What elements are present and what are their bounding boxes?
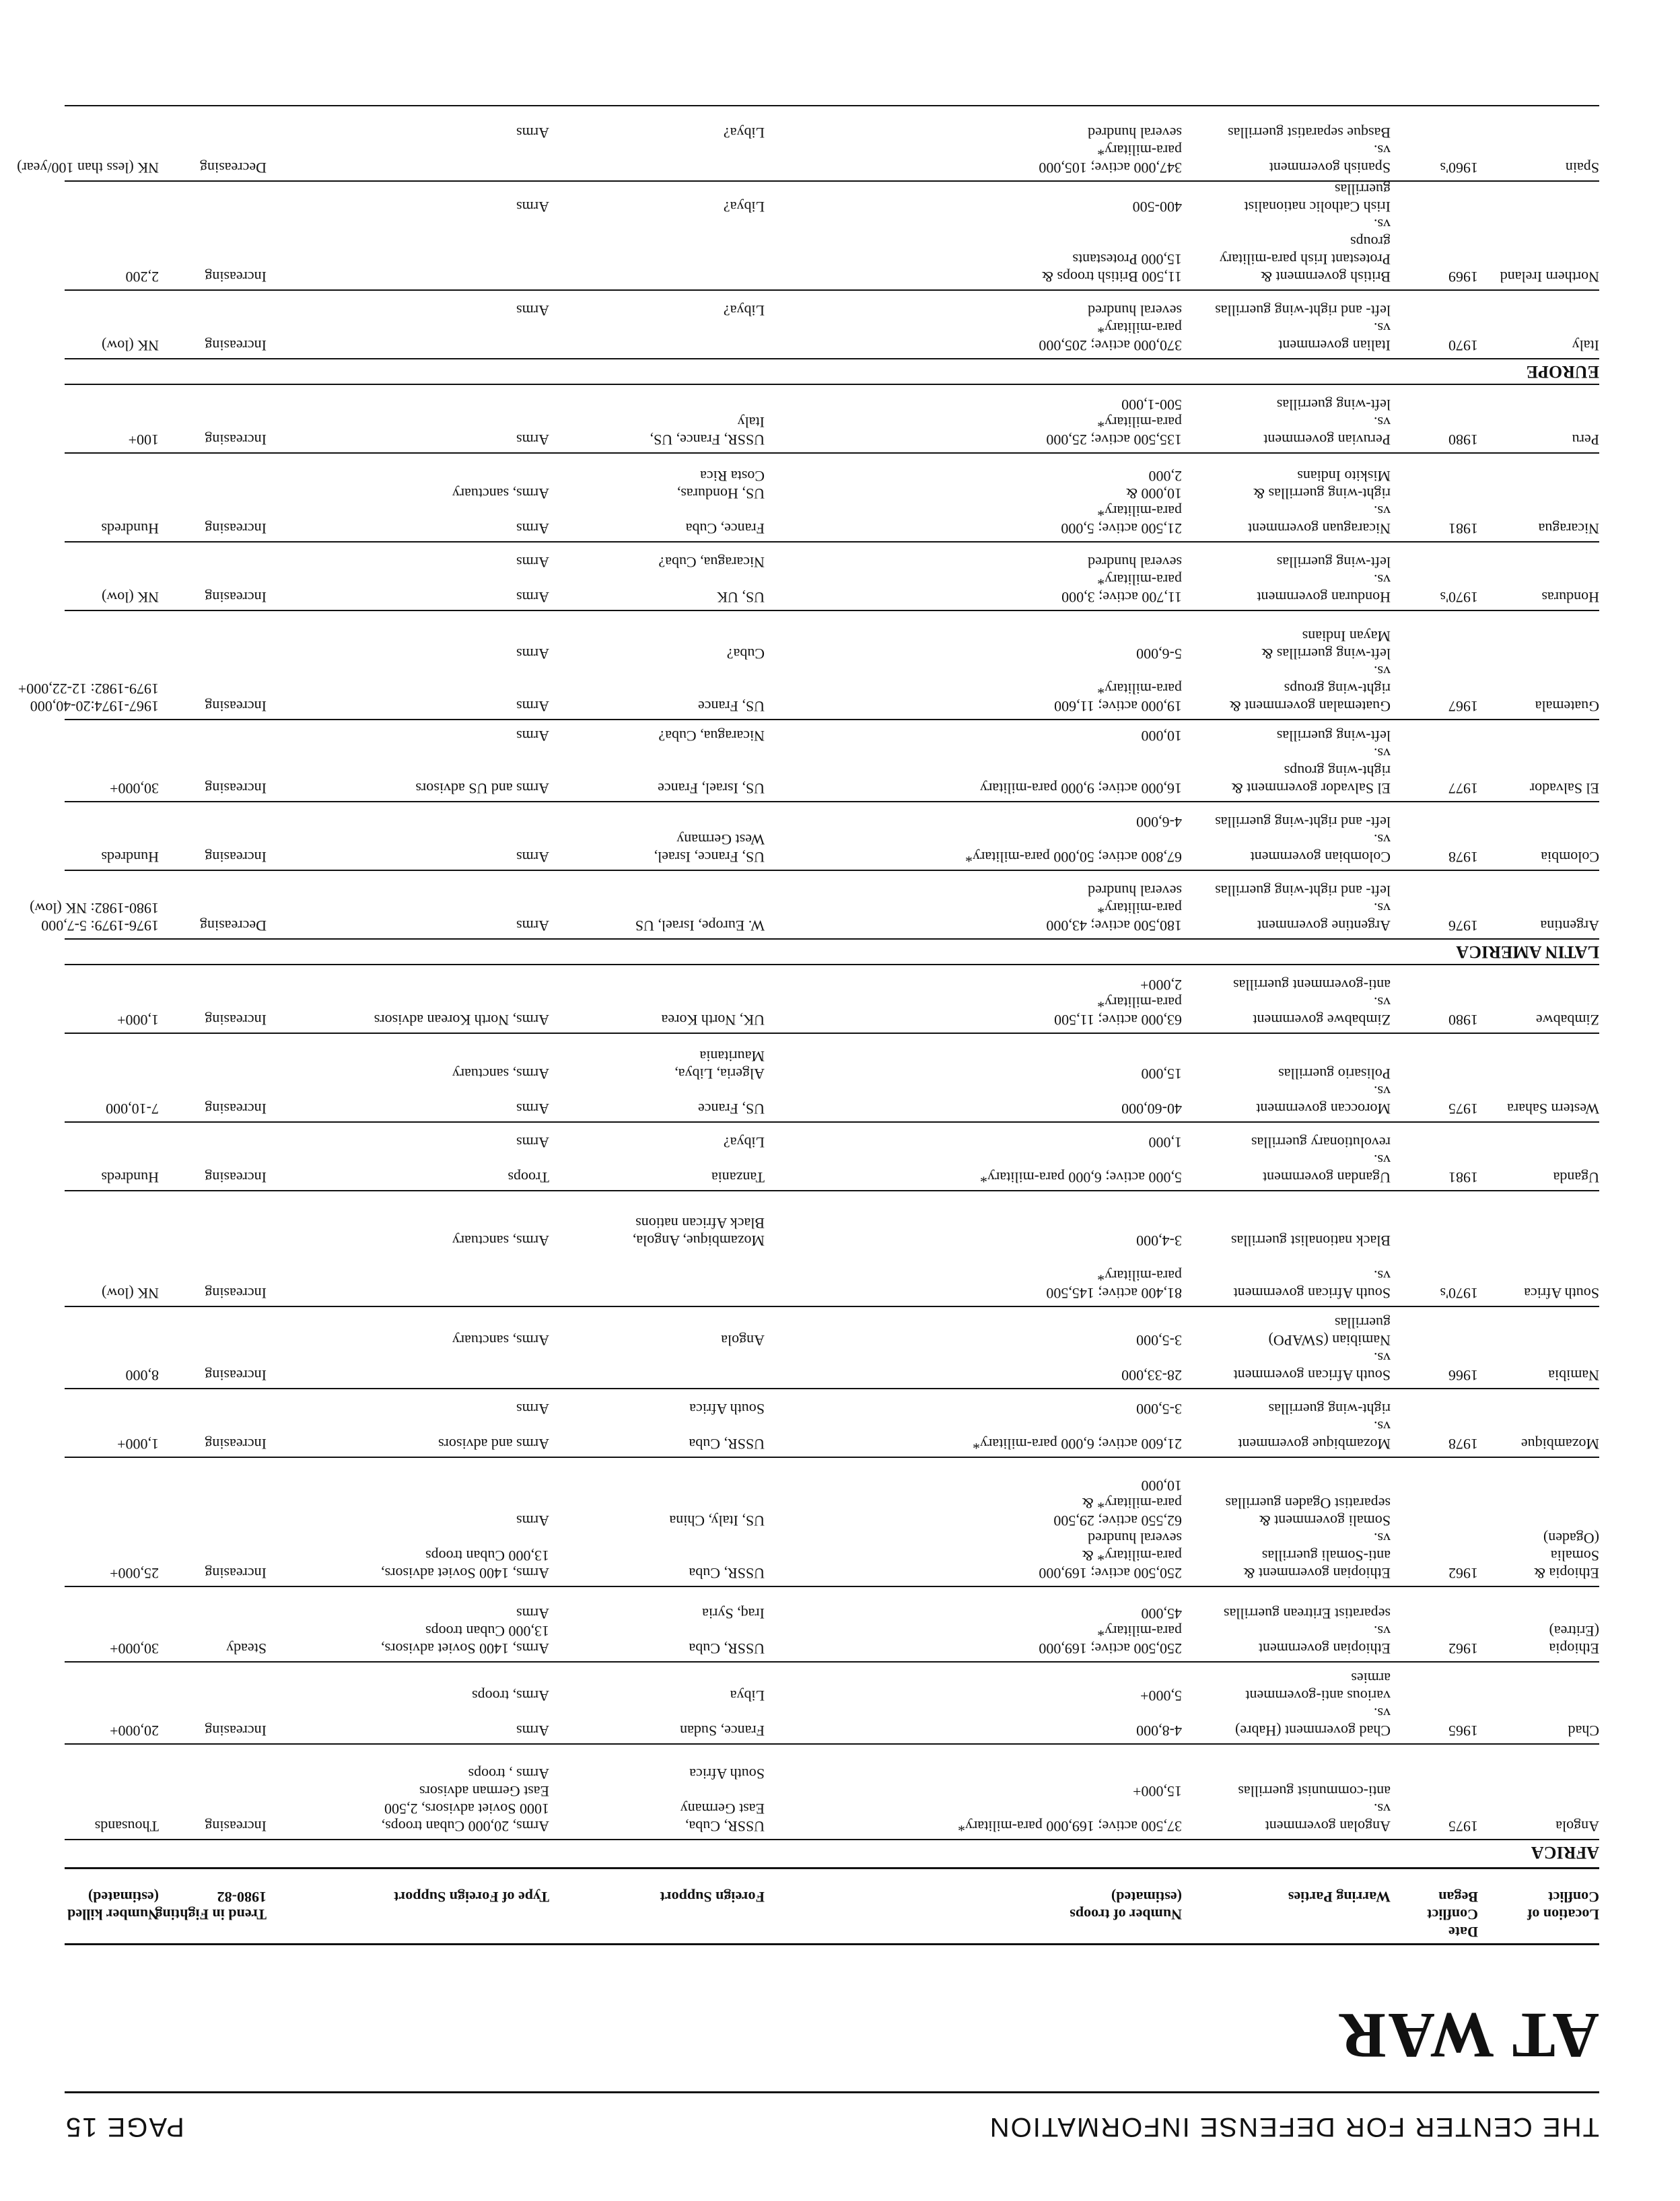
page-header [65, 2091, 1599, 2154]
cell-trend: Increasing [205, 1169, 267, 1186]
table-row [65, 1457, 1599, 1586]
conflict-table [17, 105, 1599, 1864]
cell-date: 1960's [1440, 160, 1478, 176]
cell-killed: 1976-1979: 5-7,000 1980-1982: NK (low) [30, 900, 159, 934]
cell-trend: Increasing [205, 589, 267, 606]
cell-troops: 67,800 active; 50,000 para-military* 4-6,000 [965, 814, 1182, 866]
cell-trend: Increasing [205, 1367, 267, 1384]
region-heading: AFRICA [65, 1839, 1599, 1864]
cell-type-support: Arms Arms, sanctuary [452, 485, 549, 537]
cell-foreign-support: USSR, Cuba Iraq, Syria [689, 1605, 765, 1657]
cell-troops: 21,500 active; 5,000 para-military* 10,000 & 2,000 [1061, 468, 1182, 537]
cell-foreign-support: Tanzania Libya? [711, 1134, 765, 1186]
cell-foreign-support: USSR, France, US, Italy [650, 414, 765, 448]
table-row [65, 541, 1599, 610]
cell-location: Ethiopia & Somalia (Ogaden) [1533, 1530, 1599, 1582]
cell-date: 1981 [1448, 1169, 1478, 1186]
cell-date: 1980 [1448, 431, 1478, 448]
table-row [17, 105, 1599, 180]
cell-foreign-support: US, UK Nicaragua, Cuba? [658, 554, 765, 606]
cell-foreign-support: France, Sudan Libya [680, 1687, 765, 1739]
cell-foreign-support: Libya? [723, 199, 765, 215]
cell-foreign-support: USSR, Cuba South Africa [689, 1401, 765, 1453]
cell-trend: Decreasing [200, 917, 267, 934]
cell-parties: Spanish government vs. Basque separatist guerrillas [1228, 125, 1391, 176]
cell-killed: 1967-1974:20-40,000 1979-1982: 12-22,000+ [18, 680, 159, 715]
cell-location: Chad [1568, 1722, 1599, 1739]
cell-type-support: Arms Arms, troops [472, 1687, 549, 1739]
cell-location: Guatemala [1535, 698, 1599, 715]
cell-location: Mozambique [1520, 1436, 1599, 1453]
cell-killed: Hundreds [101, 520, 159, 537]
cell-location: Peru [1572, 431, 1599, 448]
cell-parties: British government & Protestant Irish para-military groups vs. Irish Catholic nationalist guerrillas [1219, 181, 1391, 285]
cell-date: 1970's [1440, 589, 1478, 606]
cell-date: 1969 [1448, 269, 1478, 285]
cell-date: 1970's [1440, 1285, 1478, 1302]
cell-troops: 40-60,000 15,000 [1121, 1065, 1182, 1117]
cell-type-support: Arms, 1400 Soviet advisors, 13,000 Cuban troops Arms [381, 1605, 549, 1657]
table-row [65, 1661, 1599, 1743]
cell-foreign-support: France, Cuba US, Honduras, Costa Rica [676, 468, 765, 537]
col-type-support: Type of Foreign Support [394, 1889, 549, 1906]
cell-parties: Ethiopian government & anti-Somali guerrillas vs. Somali government & separatist Ogaden guerrillas [1225, 1495, 1391, 1582]
cell-killed: 100+ [128, 431, 159, 448]
col-foreign-support: Foreign Support [660, 1889, 765, 1906]
cell-troops: 370,000 active; 205,000 para-military* several hundred [1039, 302, 1182, 354]
cell-foreign-support: W. Europe, Israel, US [635, 917, 765, 934]
cell-killed: 7-10,000 [106, 1100, 159, 1117]
cell-date: 1977 [1448, 780, 1478, 797]
cell-foreign-support: Mozambique, Angola, Black African nations [632, 1215, 765, 1249]
cell-trend: Decreasing [200, 160, 267, 176]
cell-killed: Hundreds [101, 1169, 159, 1186]
cell-parties: South African government vs. Black nationalist guerrillas [1230, 1232, 1391, 1302]
cell-trend: Increasing [205, 698, 267, 715]
cell-date: 1981 [1448, 520, 1478, 537]
cell-troops: 4-8,000 5,000+ [1136, 1687, 1182, 1739]
cell-type-support: Arms and advisors Arms [438, 1401, 549, 1453]
table-row [65, 384, 1599, 452]
cell-date: 1976 [1448, 917, 1478, 934]
cell-parties: Ethiopian government vs. separatist Eritrean guerrillas [1223, 1605, 1391, 1657]
cell-killed: 25,000+ [110, 1565, 159, 1582]
cell-trend: Increasing [205, 1100, 267, 1117]
cell-trend: Increasing [205, 849, 267, 866]
cell-date: 1975 [1448, 1100, 1478, 1117]
cell-killed: 1,000+ [117, 1012, 159, 1028]
cell-trend: Increasing [205, 520, 267, 537]
table-header [65, 1867, 1599, 1945]
cell-date: 1962 [1448, 1640, 1478, 1657]
cell-foreign-support: US, France Algeria, Libya, Mauritania [674, 1048, 765, 1117]
cell-type-support: Arms Arms [516, 645, 549, 715]
col-location: Location of Conflict [1527, 1889, 1599, 1923]
cell-type-support: Arms Arms [516, 554, 549, 606]
table-row [65, 1388, 1599, 1457]
cell-troops: 250,500 active; 169,000 para-military* & several hundred 62,550 active; 29,500 para-military* & 10,000 [1039, 1477, 1182, 1582]
cell-type-support: Arms, sanctuary [452, 1332, 549, 1349]
cell-parties: El Salvador government & right-wing groups vs. left-wing guerrillas [1231, 728, 1391, 797]
cell-type-support: Troops Arms [508, 1134, 549, 1186]
cell-location: Argentina [1540, 917, 1599, 934]
cell-date: 1980 [1448, 1012, 1478, 1028]
cell-type-support: Arms, North Korean advisors [374, 1012, 549, 1028]
cell-location: Northern Ireland [1500, 269, 1599, 285]
cell-trend: Increasing [205, 337, 267, 354]
cell-location: Namibia [1548, 1367, 1599, 1384]
cell-type-support: Arms [516, 917, 549, 934]
table-row [18, 610, 1599, 719]
cell-killed: 1,000+ [117, 1436, 159, 1453]
cell-killed: 8,000 [125, 1367, 159, 1384]
cell-killed: 20,000+ [110, 1722, 159, 1739]
cell-type-support: Arms [516, 302, 549, 319]
cell-troops: 11,700 active; 3,000 para-military* several hundred [1061, 554, 1182, 606]
cell-trend: Increasing [205, 1012, 267, 1028]
cell-type-support: Arms [516, 431, 549, 448]
cell-location: Western Sahara [1507, 1100, 1599, 1117]
cell-trend: Increasing [205, 1436, 267, 1453]
page-title: AT WAR [1337, 2000, 1599, 2072]
cell-date: 1978 [1448, 1436, 1478, 1453]
cell-trend: Increasing [205, 1722, 267, 1739]
cell-troops: 21,600 active; 6,000 para-military* 3-5,000 [973, 1401, 1182, 1453]
table-row [65, 801, 1599, 870]
table-row [65, 964, 1599, 1033]
cell-parties: South African government vs. Namibian (SWAPO) guerrillas [1233, 1315, 1391, 1384]
cell-date: 1978 [1448, 849, 1478, 866]
table-row [65, 1743, 1599, 1839]
cell-foreign-support: US, France Cuba? [698, 645, 765, 715]
cell-trend: Increasing [205, 780, 267, 797]
cell-troops: 37,500 active; 169,000 para-military* 15,000+ [958, 1783, 1182, 1835]
cell-parties: Honduran government vs. left-wing guerrillas [1257, 554, 1391, 606]
col-killed: Number killed (estimated) [67, 1889, 159, 1923]
table-row [30, 870, 1599, 938]
table-row [65, 1586, 1599, 1661]
cell-killed: 2,200 [125, 269, 159, 285]
cell-killed: 30,000+ [110, 780, 159, 797]
cell-location: South Africa [1524, 1285, 1599, 1302]
cell-troops: 81,400 active; 145,500 para-military* 3-4,000 [1046, 1232, 1182, 1302]
cell-type-support: Arms, sanctuary [452, 1232, 549, 1249]
cell-troops: 63,000 active; 11,500 para-military* 2,000+ [1054, 977, 1182, 1028]
cell-troops: 347,000 active; 105,000 para-military* several hundred [1039, 125, 1182, 176]
table-row [65, 719, 1599, 801]
cell-foreign-support: US, France, Israel, West Germany [654, 831, 765, 866]
cell-troops: 28-33,000 3-5,000 [1121, 1332, 1182, 1384]
cell-location: Colombia [1541, 849, 1599, 866]
cell-foreign-support: USSR, Cuba US, Italy, China [669, 1512, 765, 1582]
cell-type-support: Arms [516, 849, 549, 866]
cell-foreign-support: Libya? [723, 125, 765, 141]
cell-trend: Increasing [205, 1818, 267, 1835]
cell-parties: Mozambique government vs. right-wing guerrillas [1238, 1401, 1391, 1453]
cell-parties: Peruvian government vs. left-wing guerrillas [1263, 396, 1391, 448]
cell-parties: Zimbabwe government vs. anti-government guerrillas [1233, 977, 1391, 1028]
cell-foreign-support: Libya? [723, 302, 765, 319]
cell-parties: Chad government (Habre) vs. various anti-government armies [1235, 1670, 1391, 1739]
col-parties: Warring Parties [1288, 1889, 1391, 1906]
cell-trend: Increasing [205, 269, 267, 285]
cell-killed: NK (less than 100/year) [17, 160, 159, 176]
cell-type-support: Arms [516, 125, 549, 141]
cell-trend: Increasing [205, 1565, 267, 1582]
cell-location: Ethiopia (Eritrea) [1549, 1623, 1599, 1657]
cell-type-support: Arms, 20,000 Cuban troops, 1000 Soviet advisors, 2,500 East German advisors Arms , troops [381, 1766, 549, 1835]
table-row [65, 1033, 1599, 1121]
region-heading: EUROPE [65, 358, 1599, 384]
cell-date: 1970 [1448, 337, 1478, 354]
page-number: PAGE 15 [65, 2112, 184, 2142]
table-row [65, 180, 1599, 289]
cell-location: Zimbabwe [1535, 1012, 1599, 1028]
cell-date: 1966 [1448, 1367, 1478, 1384]
cell-troops: 180,500 active; 43,000 para-military* several hundred [1046, 882, 1182, 934]
cell-type-support: Arms Arms, sanctuary [452, 1065, 549, 1117]
cell-troops: 5,000 active; 6,000 para-military* 1,000 [980, 1134, 1182, 1186]
cell-location: Italy [1572, 337, 1599, 354]
cell-killed: NK (low) [102, 589, 159, 606]
cell-parties: Guatemalan government & right-wing groups vs. left-wing guerrillas & Mayan Indians [1229, 628, 1391, 715]
cell-foreign-support: UK, North Korea [661, 1012, 765, 1028]
cell-parties: Moroccan government vs. Polisario guerrillas [1256, 1065, 1391, 1117]
cell-type-support: Arms and US advisors Arms [415, 728, 549, 797]
cell-troops: 250,500 active; 169,000 para-military* 45,000 [1039, 1605, 1182, 1657]
cell-location: Spain [1565, 160, 1599, 176]
cell-trend: Increasing [205, 1285, 267, 1302]
cell-type-support: Arms [516, 199, 549, 215]
table-row [65, 1121, 1599, 1190]
cell-location: Uganda [1553, 1169, 1599, 1186]
col-date: Date Conflict Began [1427, 1889, 1478, 1941]
cell-killed: NK (low) [102, 1285, 159, 1302]
cell-killed: Thousands [94, 1818, 159, 1835]
cell-troops: 11,500 British troops & 15,000 Protestants 400-500 [1041, 199, 1182, 285]
col-troops: Number of troops (estimated) [1070, 1889, 1182, 1923]
cell-foreign-support: USSR, Cuba, East Germany South Africa [680, 1766, 765, 1835]
cell-foreign-support: US, Israel, France Nicaragua, Cuba? [658, 728, 765, 797]
cell-killed: 30,000+ [110, 1640, 159, 1657]
table-row [65, 1190, 1599, 1306]
cell-date: 1965 [1448, 1722, 1478, 1739]
cell-foreign-support: Angola [721, 1332, 765, 1349]
cell-date: 1975 [1448, 1818, 1478, 1835]
cell-parties: Nicaraguan government vs. right-wing guerrillas & Miskito Indians [1248, 468, 1391, 537]
table-row [65, 452, 1599, 541]
cell-parties: Italian government vs. left- and right-wing guerrillas [1215, 302, 1391, 354]
cell-parties: Colombian government vs. left- and right-wing guerrillas [1215, 814, 1391, 866]
cell-location: El Salvador [1529, 780, 1599, 797]
cell-parties: Ugandan government vs. revolutionary guerrillas [1251, 1134, 1391, 1186]
organization-name: THE CENTER FOR DEFENSE INFORMATION [988, 2112, 1599, 2142]
cell-troops: 16,000 active; 9,000 para-military 10,000 [980, 728, 1182, 797]
cell-killed: Hundreds [101, 849, 159, 866]
cell-location: Angola [1555, 1818, 1599, 1835]
col-trend: Trend in Fighting 1980-82 [155, 1889, 267, 1923]
table-row [65, 289, 1599, 358]
cell-parties: Argentine government vs. left- and right-wing guerrillas [1215, 882, 1391, 934]
table-row [65, 1306, 1599, 1388]
cell-location: Nicaragua [1538, 520, 1599, 537]
cell-troops: 19,000 active; 11,600 para-military* 5-6,000 [1054, 645, 1182, 715]
cell-trend: Increasing [205, 431, 267, 448]
region-heading: LATIN AMERICA [65, 938, 1599, 964]
cell-date: 1967 [1448, 698, 1478, 715]
cell-parties: Angolan government vs. anti-communist guerrillas [1238, 1783, 1391, 1835]
cell-date: 1962 [1448, 1565, 1478, 1582]
cell-killed: NK (low) [102, 337, 159, 354]
cell-location: Honduras [1541, 589, 1599, 606]
cell-trend: Steady [226, 1640, 267, 1657]
cell-type-support: Arms, 1400 Soviet advisors, 13,000 Cuban troops Arms [381, 1512, 549, 1582]
cell-troops: 135,500 active; 25,000 para-military* 500-1,000 [1046, 396, 1182, 448]
